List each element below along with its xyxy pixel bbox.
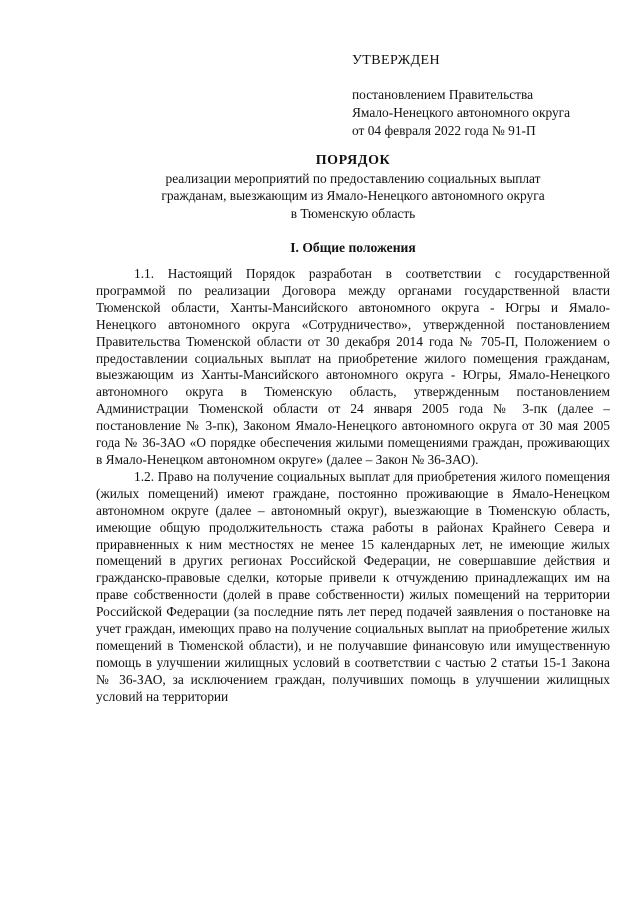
document-subtitle-line: в Тюменскую область [290, 205, 416, 221]
approval-line: постановлением Правительства [352, 87, 534, 102]
approval-stamp-block [352, 52, 622, 140]
approval-line: от 04 февраля 2022 года № 91-П [352, 123, 536, 138]
document-subtitle-line: гражданам, выезжающим из Ямало-Ненецкого автономного округа [161, 188, 545, 203]
section-body [96, 266, 610, 706]
paragraph-1-2: 1.2. Право на получение социальных выплат для приобретения жилого помещения (жилых помещений) имеют граждане, постоянно проживающие в Ямало-Ненецком автономном округе (далее – автономный округ), выезжающие в Тюменскую область, имеющие общую продолжительность стажа работы в районах Крайнего Севера и приравненных к ним местностях не менее 15 календарных лет, не имеющие жилых помещений в других регионах Российской Федерации, не совершавшие действия и гражданско-правовые сделки, которые привели к отчуждению принадлежащих им на праве собственности (долей в праве собственности) жилых помещений на территории Российской Федерации (за последние пять лет перед подачей заявления о постановке на учет граждан, имеющих право на получение социальных выплат на приобретение жилых помещений в Тюменской области), и не получавшие финансовую или имущественную помощь в улучшении жилищных условий в соответствии с частью 2 статьи 15-1 Закона № 36-ЗАО, за исключением граждан, получивших помощь в улучшении жилищных условий на территории [96, 468, 610, 704]
section-title: I. Общие положения [290, 240, 416, 255]
approval-line: Ямало-Ненецкого автономного округа [352, 105, 571, 120]
paragraph-1-1: 1.1. Настоящий Порядок разработан в соответствии с государственной программой по реализации Договора между органами государственной власти Тюменской области, Ханты-Мансийского автономного округа - Югры и Ямало-Ненецкого автономного округа «Сотрудничество», утвержденной постановлением Правительства Тюменской области от 30 декабря 2014 года № 705-П, Положением о предоставлении социальных выплат на приобретение жилого помещения гражданам, выезжающим из Ханты-Мансийского автономного округа - Югры, Ямало-Ненецкого автономного округа в Тюменскую область, утвержденным постановлением Администрации Тюменской области от 24 января 2005 года № 3-пк (далее – постановление № 3-пк), Законом Ямало-Ненецкого автономного округа от 30 мая 2005 года № 36-ЗАО «О порядке обеспечения жилыми помещениями граждан, проживающих в Ямало-Ненецком автономном округе» (далее – Закон № 36-ЗАО). [96, 266, 610, 467]
document-title-block [96, 152, 610, 222]
document-title: ПОРЯДОК [315, 153, 391, 168]
document-subtitle-line: реализации мероприятий по предоставлению социальных выплат [165, 170, 541, 186]
approval-heading: УТВЕРЖДЕН [352, 53, 441, 68]
